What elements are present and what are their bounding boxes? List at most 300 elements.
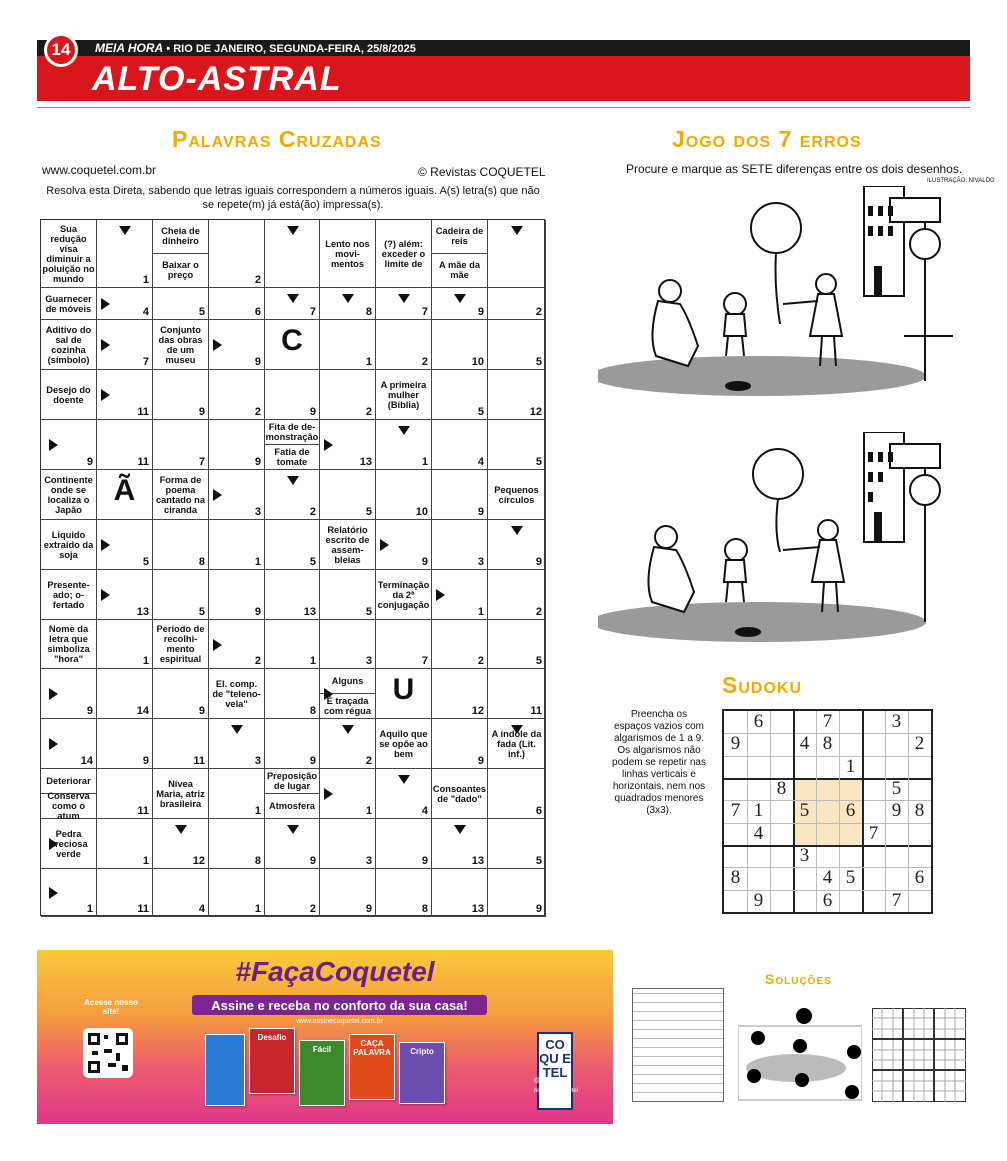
sudoku-cell[interactable] bbox=[816, 823, 839, 845]
cell-number[interactable]: 9 bbox=[309, 406, 316, 418]
cell-number[interactable]: 7 bbox=[142, 356, 149, 368]
sudoku-cell[interactable]: 8 bbox=[776, 778, 787, 800]
grid-cell bbox=[97, 620, 153, 669]
cell-number[interactable]: 8 bbox=[198, 556, 205, 568]
cell-number[interactable]: 4 bbox=[198, 903, 205, 915]
cell-number[interactable]: 7 bbox=[198, 456, 205, 468]
grid-cell bbox=[432, 620, 488, 669]
sudoku-cell[interactable]: 7 bbox=[891, 889, 902, 911]
cell-number[interactable]: 9 bbox=[535, 556, 542, 568]
arrow-right-icon bbox=[436, 589, 445, 601]
grid-cell bbox=[265, 520, 320, 570]
cell-number[interactable]: 9 bbox=[86, 705, 93, 717]
sudoku-cell[interactable] bbox=[885, 733, 908, 755]
sudoku-cell[interactable] bbox=[862, 890, 885, 912]
grid-cell bbox=[376, 288, 432, 320]
cell-number[interactable]: 2 bbox=[309, 903, 316, 915]
cell-number[interactable]: 1 bbox=[421, 456, 428, 468]
sudoku-cell[interactable] bbox=[839, 823, 862, 845]
sudoku-cell[interactable] bbox=[839, 890, 862, 912]
crossword-site: www.coquetel.com.br bbox=[42, 163, 157, 177]
grid-cell bbox=[432, 719, 488, 769]
sudoku-cell[interactable] bbox=[839, 845, 862, 867]
sudoku-cell[interactable] bbox=[816, 845, 839, 867]
cell-number[interactable]: 8 bbox=[365, 306, 372, 318]
sudoku-cell[interactable] bbox=[770, 823, 793, 845]
grid-cell bbox=[432, 669, 488, 719]
arrow-down-icon bbox=[454, 294, 466, 303]
cell-number[interactable]: 1 bbox=[365, 805, 372, 817]
cell-number[interactable]: 2 bbox=[254, 406, 261, 418]
ad-social-handle: @coquetel bbox=[534, 1078, 563, 1084]
cell-number[interactable]: 8 bbox=[421, 903, 428, 915]
sudoku-cell[interactable] bbox=[862, 778, 885, 800]
grid-cell bbox=[209, 420, 265, 470]
coquetel-ad[interactable] bbox=[37, 950, 613, 1124]
clue-text: Forma de poema cantado na ciranda bbox=[155, 474, 206, 515]
grid-cell bbox=[320, 570, 376, 620]
grid-cell bbox=[265, 719, 320, 769]
cell-number[interactable]: 2 bbox=[535, 606, 542, 618]
grid-cell bbox=[432, 869, 488, 917]
grid-cell bbox=[488, 470, 546, 520]
grid-cell bbox=[432, 520, 488, 570]
sudoku-cell[interactable] bbox=[747, 778, 770, 800]
cell-number[interactable]: 8 bbox=[254, 855, 261, 867]
sudoku-cell[interactable] bbox=[724, 778, 747, 800]
cell-number[interactable]: 9 bbox=[198, 406, 205, 418]
grid-cell bbox=[153, 769, 209, 819]
grid-cell bbox=[209, 669, 265, 719]
arrow-right-icon bbox=[213, 639, 222, 651]
cell-number[interactable]: 5 bbox=[535, 356, 542, 368]
grid-cell bbox=[320, 819, 376, 869]
sudoku-cell[interactable]: 6 bbox=[753, 711, 764, 733]
cell-number[interactable]: 12 bbox=[529, 406, 542, 418]
grid-cell bbox=[153, 288, 209, 320]
cell-number[interactable]: 7 bbox=[309, 306, 316, 318]
cell-number[interactable]: 8 bbox=[309, 705, 316, 717]
sudoku-cell[interactable] bbox=[862, 867, 885, 889]
sudoku-cell[interactable] bbox=[747, 867, 770, 889]
sudoku-cell[interactable]: 4 bbox=[822, 867, 833, 889]
cell-number[interactable]: 5 bbox=[477, 406, 484, 418]
qr-code-icon[interactable] bbox=[83, 1028, 133, 1078]
grid-cell bbox=[488, 769, 546, 819]
cell-number[interactable]: 7 bbox=[421, 655, 428, 667]
arrow-right-icon bbox=[49, 439, 58, 451]
ad-tagline: Assine e receba no conforto da sua casa! bbox=[192, 995, 487, 1015]
grid-cell bbox=[209, 370, 265, 420]
sudoku-cell[interactable]: 3 bbox=[799, 845, 810, 867]
edition-info: • RIO DE JANEIRO, SEGUNDA-FEIRA, 25/8/2025 bbox=[166, 43, 416, 55]
ad-url[interactable]: www.assinecoquetel.com.br bbox=[296, 1018, 383, 1025]
sudoku-cell[interactable] bbox=[862, 800, 885, 822]
cell-number[interactable]: 11 bbox=[137, 456, 149, 468]
cell-number[interactable]: 9 bbox=[254, 606, 261, 618]
sudoku-cell[interactable]: 4 bbox=[799, 733, 810, 755]
sudoku-cell[interactable] bbox=[862, 845, 885, 867]
sudoku-cell[interactable] bbox=[770, 800, 793, 822]
clue-text: Desejo do doente bbox=[46, 384, 91, 405]
cell-number[interactable]: 5 bbox=[198, 606, 205, 618]
grid-cell bbox=[153, 370, 209, 420]
sudoku-cell[interactable]: 4 bbox=[753, 822, 764, 844]
arrow-right-icon bbox=[101, 339, 110, 351]
grid-cell bbox=[320, 220, 376, 288]
cell-number[interactable]: 12 bbox=[471, 705, 484, 717]
arrow-right-icon bbox=[49, 887, 58, 899]
sudoku-cell[interactable] bbox=[724, 711, 747, 733]
sudoku-cell[interactable] bbox=[747, 733, 770, 755]
sudoku-cell[interactable] bbox=[724, 823, 747, 845]
cell-number[interactable]: 5 bbox=[365, 506, 372, 518]
magazine-cover bbox=[205, 1034, 245, 1106]
clue-text: Cadeira de reis bbox=[432, 220, 487, 254]
sudoku-cell[interactable] bbox=[770, 845, 793, 867]
grid-cell bbox=[209, 520, 265, 570]
grid-cell bbox=[97, 869, 153, 917]
header-info bbox=[95, 41, 416, 56]
cell-number[interactable]: 13 bbox=[136, 606, 149, 618]
cell-number[interactable]: 2 bbox=[365, 755, 372, 767]
solutions-title: Soluções bbox=[765, 971, 832, 987]
given-letter: Ã bbox=[113, 473, 136, 507]
grid-cell bbox=[97, 470, 153, 520]
sudoku-cell[interactable]: 7 bbox=[822, 711, 833, 733]
paper-name: MEIA HORA bbox=[95, 41, 164, 55]
cell-number[interactable]: 11 bbox=[137, 406, 149, 418]
magazine-cover: Desafio bbox=[249, 1028, 295, 1094]
cell-number[interactable]: 9 bbox=[142, 755, 149, 767]
cell-number[interactable]: 1 bbox=[254, 805, 261, 817]
grid-cell bbox=[265, 620, 320, 669]
arrow-down-icon bbox=[454, 825, 466, 834]
grid-cell bbox=[376, 320, 432, 370]
grid-cell bbox=[488, 320, 546, 370]
arrow-down-icon bbox=[175, 825, 187, 834]
sudoku-cell[interactable] bbox=[908, 823, 931, 845]
clue-text: Presente- ado; o- fertado bbox=[47, 579, 90, 610]
sudoku-cell[interactable] bbox=[770, 711, 793, 733]
sudoku-cell[interactable]: 6 bbox=[845, 800, 856, 822]
cell-number[interactable]: 3 bbox=[477, 556, 484, 568]
grid-cell bbox=[320, 520, 376, 570]
cell-number[interactable]: 13 bbox=[471, 903, 484, 915]
grid-cell bbox=[488, 570, 546, 620]
sudoku-cell[interactable]: 1 bbox=[845, 755, 856, 777]
sudoku-cell[interactable]: 8 bbox=[914, 800, 925, 822]
grid-cell bbox=[488, 620, 546, 669]
sudoku-cell[interactable] bbox=[908, 845, 931, 867]
sudoku-instructions: Preencha os espaços vazios com algarismos de 1 a 9. Os algarismos não podem se repetir nas linhas verticais e horizontais, nem nos quadrados menores (3x3). bbox=[612, 709, 706, 816]
sudoku-cell[interactable] bbox=[885, 756, 908, 778]
sudoku-cell[interactable] bbox=[885, 823, 908, 845]
clue-text: A mãe da mãe bbox=[439, 260, 480, 281]
grid-cell bbox=[376, 819, 432, 869]
sudoku-cell[interactable] bbox=[770, 890, 793, 912]
grid-cell bbox=[432, 370, 488, 420]
clue-text: Conjunto das obras de um museu bbox=[158, 324, 203, 365]
cell-number[interactable]: 7 bbox=[421, 306, 428, 318]
cell-number[interactable]: 2 bbox=[421, 356, 428, 368]
cell-number[interactable]: 1 bbox=[254, 903, 261, 915]
cell-number[interactable]: 11 bbox=[137, 805, 149, 817]
sudoku-cell[interactable] bbox=[908, 756, 931, 778]
sudoku-cell[interactable]: 9 bbox=[730, 733, 741, 755]
cell-number[interactable]: 9 bbox=[309, 755, 316, 767]
sudoku-cell[interactable]: 5 bbox=[845, 867, 856, 889]
grid-cell bbox=[41, 620, 97, 669]
cell-number[interactable]: 2 bbox=[535, 306, 542, 318]
sudoku-cell[interactable]: 8 bbox=[822, 733, 833, 755]
cell-number[interactable]: 2 bbox=[254, 274, 261, 286]
arrow-right-icon bbox=[213, 489, 222, 501]
cell-number[interactable]: 5 bbox=[198, 306, 205, 318]
given-letter: C bbox=[281, 323, 303, 357]
clue-text: Nome da letra que simboliza "hora" bbox=[47, 624, 90, 664]
sudoku-cell[interactable] bbox=[862, 756, 885, 778]
arrow-right-icon bbox=[324, 688, 333, 700]
cell-number[interactable]: 13 bbox=[359, 456, 372, 468]
sudoku-cell[interactable]: 5 bbox=[891, 778, 902, 800]
grid-cell bbox=[376, 370, 432, 420]
arrow-right-icon bbox=[324, 788, 333, 800]
sudoku-cell[interactable]: 9 bbox=[753, 889, 764, 911]
cell-number[interactable]: 5 bbox=[535, 456, 542, 468]
sudoku-cell[interactable]: 6 bbox=[822, 889, 833, 911]
sudoku-cell[interactable] bbox=[793, 890, 816, 912]
grid-cell bbox=[376, 719, 432, 769]
sudoku-cell[interactable] bbox=[862, 711, 885, 733]
grid-cell bbox=[488, 370, 546, 420]
sudoku-cell[interactable] bbox=[747, 845, 770, 867]
cell-number[interactable]: 9 bbox=[254, 456, 261, 468]
sudoku-cell[interactable] bbox=[816, 778, 839, 800]
cell-number[interactable]: 13 bbox=[471, 855, 484, 867]
grid-cell bbox=[265, 669, 320, 719]
grid-cell bbox=[376, 869, 432, 917]
cell-number[interactable]: 5 bbox=[535, 655, 542, 667]
sudoku-cell[interactable] bbox=[793, 823, 816, 845]
cell-number[interactable]: 3 bbox=[365, 855, 372, 867]
cell-number[interactable]: 6 bbox=[254, 306, 261, 318]
cell-number[interactable]: 9 bbox=[535, 903, 542, 915]
sudoku-cell[interactable] bbox=[747, 756, 770, 778]
cell-number[interactable]: 5 bbox=[142, 556, 149, 568]
clue-text: Conserva como o atum bbox=[47, 790, 90, 821]
sudoku-cell[interactable] bbox=[885, 867, 908, 889]
clue-text: Preposição de lugar bbox=[265, 769, 319, 794]
illustration-credit: ILUSTRAÇÃO: NIVALDO bbox=[927, 178, 995, 184]
cell-number[interactable]: 14 bbox=[136, 705, 149, 717]
ad-social bbox=[534, 1076, 578, 1096]
sudoku-cell[interactable] bbox=[816, 800, 839, 822]
grid-cell bbox=[153, 719, 209, 769]
sudoku-cell[interactable] bbox=[862, 733, 885, 755]
sudoku-cell[interactable] bbox=[908, 711, 931, 733]
cell-number[interactable]: 3 bbox=[365, 655, 372, 667]
sudoku-cell[interactable]: 8 bbox=[730, 867, 741, 889]
clue-text: A índole da fada (Lit. inf.) bbox=[491, 728, 542, 759]
section-title: ALTO-ASTRAL bbox=[92, 60, 342, 98]
cell-number[interactable]: 9 bbox=[254, 356, 261, 368]
cell-number[interactable]: 9 bbox=[86, 456, 93, 468]
cell-number[interactable]: 9 bbox=[477, 306, 484, 318]
grid-cell bbox=[432, 288, 488, 320]
page-number: 14 bbox=[44, 33, 78, 67]
sudoku-cell[interactable] bbox=[816, 756, 839, 778]
cell-number[interactable]: 10 bbox=[471, 356, 484, 368]
grid-cell bbox=[209, 570, 265, 620]
cell-number[interactable]: 2 bbox=[477, 655, 484, 667]
sudoku-cell[interactable] bbox=[793, 867, 816, 889]
cell-number[interactable]: 4 bbox=[142, 306, 149, 318]
grid-cell bbox=[320, 620, 376, 669]
grid-cell bbox=[265, 370, 320, 420]
arrow-down-icon bbox=[511, 526, 523, 535]
sudoku-cell[interactable] bbox=[839, 733, 862, 755]
grid-cell bbox=[432, 470, 488, 520]
crossword-title: Palavras Cruzadas bbox=[172, 126, 382, 152]
cell-number[interactable]: 10 bbox=[415, 506, 428, 518]
cell-number[interactable]: 5 bbox=[365, 606, 372, 618]
ad-hashtag: #FaçaCoquetel bbox=[235, 956, 435, 987]
clue-text: Aditivo do sal de cozinha (símbolo) bbox=[45, 324, 92, 365]
cell-number[interactable]: 11 bbox=[137, 903, 149, 915]
cell-number[interactable]: 1 bbox=[142, 855, 149, 867]
grid-cell bbox=[209, 220, 265, 288]
sudoku-cell[interactable] bbox=[724, 845, 747, 867]
cell-number[interactable]: 9 bbox=[477, 506, 484, 518]
cell-number[interactable]: 9 bbox=[198, 705, 205, 717]
sudoku-cell[interactable]: 5 bbox=[799, 800, 810, 822]
cell-number[interactable]: 1 bbox=[309, 655, 316, 667]
errors-solution bbox=[738, 1008, 862, 1104]
sudoku-solution bbox=[872, 1008, 966, 1102]
sudoku-title: Sudoku bbox=[722, 672, 803, 698]
arrow-down-icon bbox=[342, 294, 354, 303]
grid-cell bbox=[97, 719, 153, 769]
clue-text: Terminação da 2ª conjugação bbox=[377, 579, 430, 610]
errors-title: Jogo dos 7 erros bbox=[672, 126, 862, 152]
sudoku-cell[interactable] bbox=[793, 711, 816, 733]
cell-number[interactable]: 1 bbox=[254, 556, 261, 568]
clue-text: El. comp. de "teleno- vela" bbox=[212, 678, 261, 709]
cell-number[interactable]: 3 bbox=[254, 755, 261, 767]
grid-cell bbox=[41, 769, 97, 819]
grid-cell bbox=[488, 869, 546, 917]
cell-number[interactable]: 9 bbox=[309, 855, 316, 867]
sudoku-cell[interactable]: 7 bbox=[868, 822, 879, 844]
sudoku-cell[interactable]: 1 bbox=[753, 800, 764, 822]
cartoon-top bbox=[598, 186, 958, 416]
grid-cell bbox=[265, 288, 320, 320]
grid-cell bbox=[320, 869, 376, 917]
cell-number[interactable]: 1 bbox=[142, 274, 149, 286]
cell-number[interactable]: 13 bbox=[303, 606, 316, 618]
grid-cell bbox=[265, 570, 320, 620]
cell-number[interactable]: 2 bbox=[254, 655, 261, 667]
cell-number[interactable]: 6 bbox=[535, 805, 542, 817]
sudoku-cell[interactable] bbox=[908, 890, 931, 912]
cell-number[interactable]: 2 bbox=[365, 406, 372, 418]
cell-number[interactable]: 1 bbox=[86, 903, 93, 915]
grid-cell bbox=[153, 220, 209, 288]
cell-number[interactable]: 5 bbox=[535, 855, 542, 867]
grid-cell bbox=[41, 288, 97, 320]
grid-cell bbox=[320, 288, 376, 320]
sudoku-cell[interactable] bbox=[724, 890, 747, 912]
crossword-instructions: Resolva esta Direta, sabendo que letras iguais correspondem a números iguais. A(s) letra(s) que não se repete(m) já está(ão) impressa(s). bbox=[46, 185, 540, 211]
grid-cell bbox=[320, 370, 376, 420]
arrow-right-icon bbox=[49, 838, 58, 850]
cell-number[interactable]: 11 bbox=[530, 705, 542, 717]
sudoku-cell[interactable] bbox=[770, 756, 793, 778]
cell-number[interactable]: 1 bbox=[142, 655, 149, 667]
sudoku-cell[interactable] bbox=[839, 778, 862, 800]
cell-number[interactable]: 4 bbox=[477, 456, 484, 468]
sudoku-cell[interactable] bbox=[724, 756, 747, 778]
sudoku-cell[interactable] bbox=[839, 711, 862, 733]
clue-text: Pequenos círculos bbox=[494, 484, 539, 505]
grid-cell bbox=[488, 420, 546, 470]
cell-number[interactable]: 1 bbox=[365, 356, 372, 368]
cell-number[interactable]: 9 bbox=[365, 903, 372, 915]
arrow-down-icon bbox=[119, 226, 131, 235]
sudoku-cell[interactable] bbox=[908, 778, 931, 800]
grid-cell bbox=[209, 769, 265, 819]
given-letter: U bbox=[392, 672, 415, 706]
grid-cell bbox=[376, 620, 432, 669]
arrow-down-icon bbox=[287, 294, 299, 303]
sudoku-cell[interactable] bbox=[885, 845, 908, 867]
cell-number[interactable]: 9 bbox=[421, 855, 428, 867]
clue-text: Atmosfera bbox=[269, 800, 315, 811]
arrow-right-icon bbox=[101, 389, 110, 401]
arrow-down-icon bbox=[231, 725, 243, 734]
arrow-down-icon bbox=[287, 825, 299, 834]
sudoku-cell[interactable] bbox=[770, 733, 793, 755]
sudoku-cell[interactable]: 3 bbox=[891, 711, 902, 733]
sudoku-cell[interactable] bbox=[793, 756, 816, 778]
cell-number[interactable]: 3 bbox=[254, 506, 261, 518]
cell-number[interactable]: 5 bbox=[309, 556, 316, 568]
clue-text: Guarnecer de móveis bbox=[45, 293, 92, 314]
clue-text: Relatório escrito de assem- bleias bbox=[325, 524, 370, 565]
grid-cell bbox=[488, 288, 546, 320]
grid-cell bbox=[488, 669, 546, 719]
cell-number[interactable]: 4 bbox=[421, 805, 428, 817]
sudoku-cell[interactable]: 9 bbox=[891, 800, 902, 822]
cell-number[interactable]: 2 bbox=[309, 506, 316, 518]
cell-number[interactable]: 9 bbox=[421, 556, 428, 568]
arrow-right-icon bbox=[213, 339, 222, 351]
sudoku-cell[interactable] bbox=[793, 778, 816, 800]
sudoku-cell[interactable]: 6 bbox=[914, 867, 925, 889]
clue-text: Consoantes de "dado" bbox=[432, 783, 487, 804]
sudoku-cell[interactable] bbox=[770, 867, 793, 889]
cell-number[interactable]: 12 bbox=[192, 855, 205, 867]
sudoku-cell[interactable]: 2 bbox=[914, 733, 925, 755]
cell-number[interactable]: 1 bbox=[477, 606, 484, 618]
arrow-right-icon bbox=[49, 738, 58, 750]
cell-number[interactable]: 9 bbox=[477, 755, 484, 767]
cell-number[interactable]: 11 bbox=[193, 755, 205, 767]
cell-number[interactable]: 14 bbox=[80, 755, 93, 767]
clue-text: Deteriorar bbox=[41, 769, 96, 794]
sudoku-cell[interactable]: 7 bbox=[730, 800, 741, 822]
